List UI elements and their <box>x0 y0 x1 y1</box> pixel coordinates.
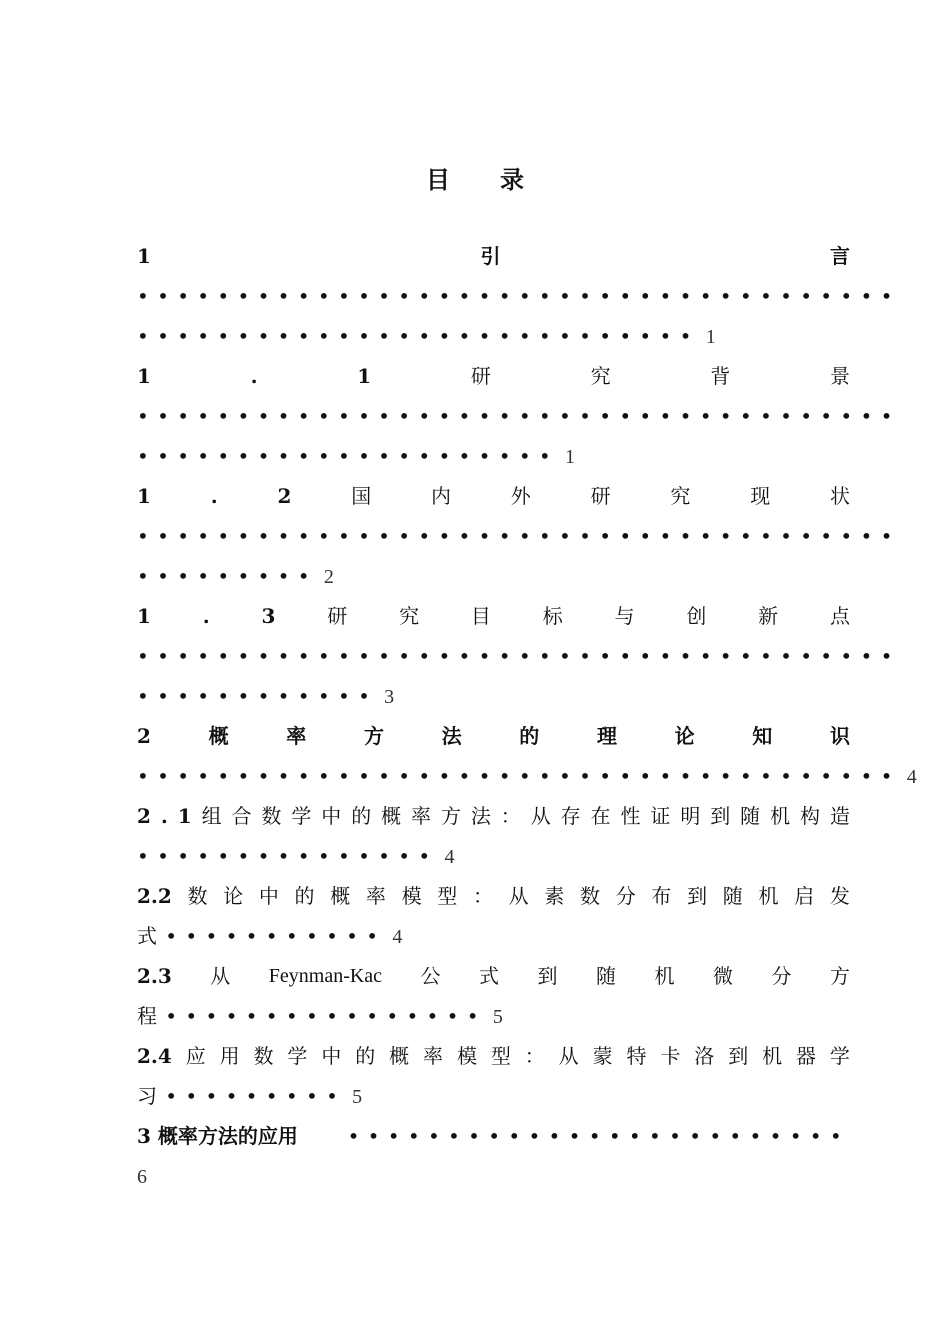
toc-title: 目录 <box>426 165 574 194</box>
page-number: 4 <box>392 926 403 948</box>
page-number: 3 <box>384 686 395 708</box>
toc-entry-2-2[interactable]: 2.2 数 论 中 的 概 率 模 型 ： 从 素 数 分 布 到 随 机 启 发 <box>137 884 850 908</box>
toc-entry-1-2[interactable]: 1 . 2 国 内 外 研 究 现 状 <box>137 484 850 508</box>
page-number: 1 <box>705 326 716 348</box>
toc-leader: •••••••••••••••••••••••••••••••••••••• 4 <box>137 764 917 788</box>
page-number: 4 <box>444 846 455 868</box>
toc-leader: ••••••••• 2 <box>137 564 334 588</box>
toc-entry-1-3[interactable]: 1 . 3 研 究 目 标 与 创 新 点 <box>137 604 850 628</box>
toc-leader: 式••••••••••• 4 <box>137 924 403 948</box>
toc-leader: •••••••••••••••••••••••••••••••••••••• <box>137 404 901 428</box>
toc-leader: •••••••••••••••••••••••••••••••••••••• <box>137 284 901 308</box>
page-number: 1 <box>565 446 576 468</box>
toc-entry-3[interactable]: 3 概率方法的应用 ••••••••••••••••••••••••• <box>137 1124 850 1148</box>
page-number: 5 <box>492 1006 503 1028</box>
page-number: 5 <box>352 1086 363 1108</box>
toc-leader: •••••••••••••••••••••••••••••••••••••• <box>137 524 901 548</box>
page-number: 6 <box>137 1166 147 1188</box>
toc-entry-2[interactable]: 2 概 率 方 法 的 理 论 知 识 <box>137 724 850 748</box>
toc-leader: 习••••••••• 5 <box>137 1084 363 1108</box>
toc-leader: ••••••••••••••• 4 <box>137 844 455 868</box>
toc-entry-1[interactable]: 1 引 言 <box>137 244 850 268</box>
toc-leader <box>137 1156 850 1196</box>
page-number: 4 <box>906 766 917 788</box>
toc-entry-2-4[interactable]: 2.4 应 用 数 学 中 的 概 率 模 型 ： 从 蒙 特 卡 洛 到 机 器 学 <box>137 1044 850 1068</box>
table-of-contents <box>137 236 917 1196</box>
toc-leader: ••••••••••••••••••••• 1 <box>137 444 576 468</box>
toc-leader: •••••••••••• 3 <box>137 684 395 708</box>
page-number: 2 <box>323 566 334 588</box>
toc-leader: 程•••••••••••••••• 5 <box>137 1004 503 1028</box>
toc-leader: •••••••••••••••••••••••••••• 1 <box>137 324 716 348</box>
toc-leader: •••••••••••••••••••••••••••••••••••••• <box>137 644 901 668</box>
toc-entry-2-1[interactable]: 2 . 1 组 合 数 学 中 的 概 率 方 法 ： 从 存 在 性 证 明 到 随 机 构 造 <box>137 804 850 828</box>
toc-entry-1-1[interactable]: 1 . 1 研 究 背 景 <box>137 364 850 388</box>
toc-entry-2-3[interactable]: 2.3 从 Feynman-Kac 公 式 到 随 机 微 分 方 <box>137 964 850 988</box>
